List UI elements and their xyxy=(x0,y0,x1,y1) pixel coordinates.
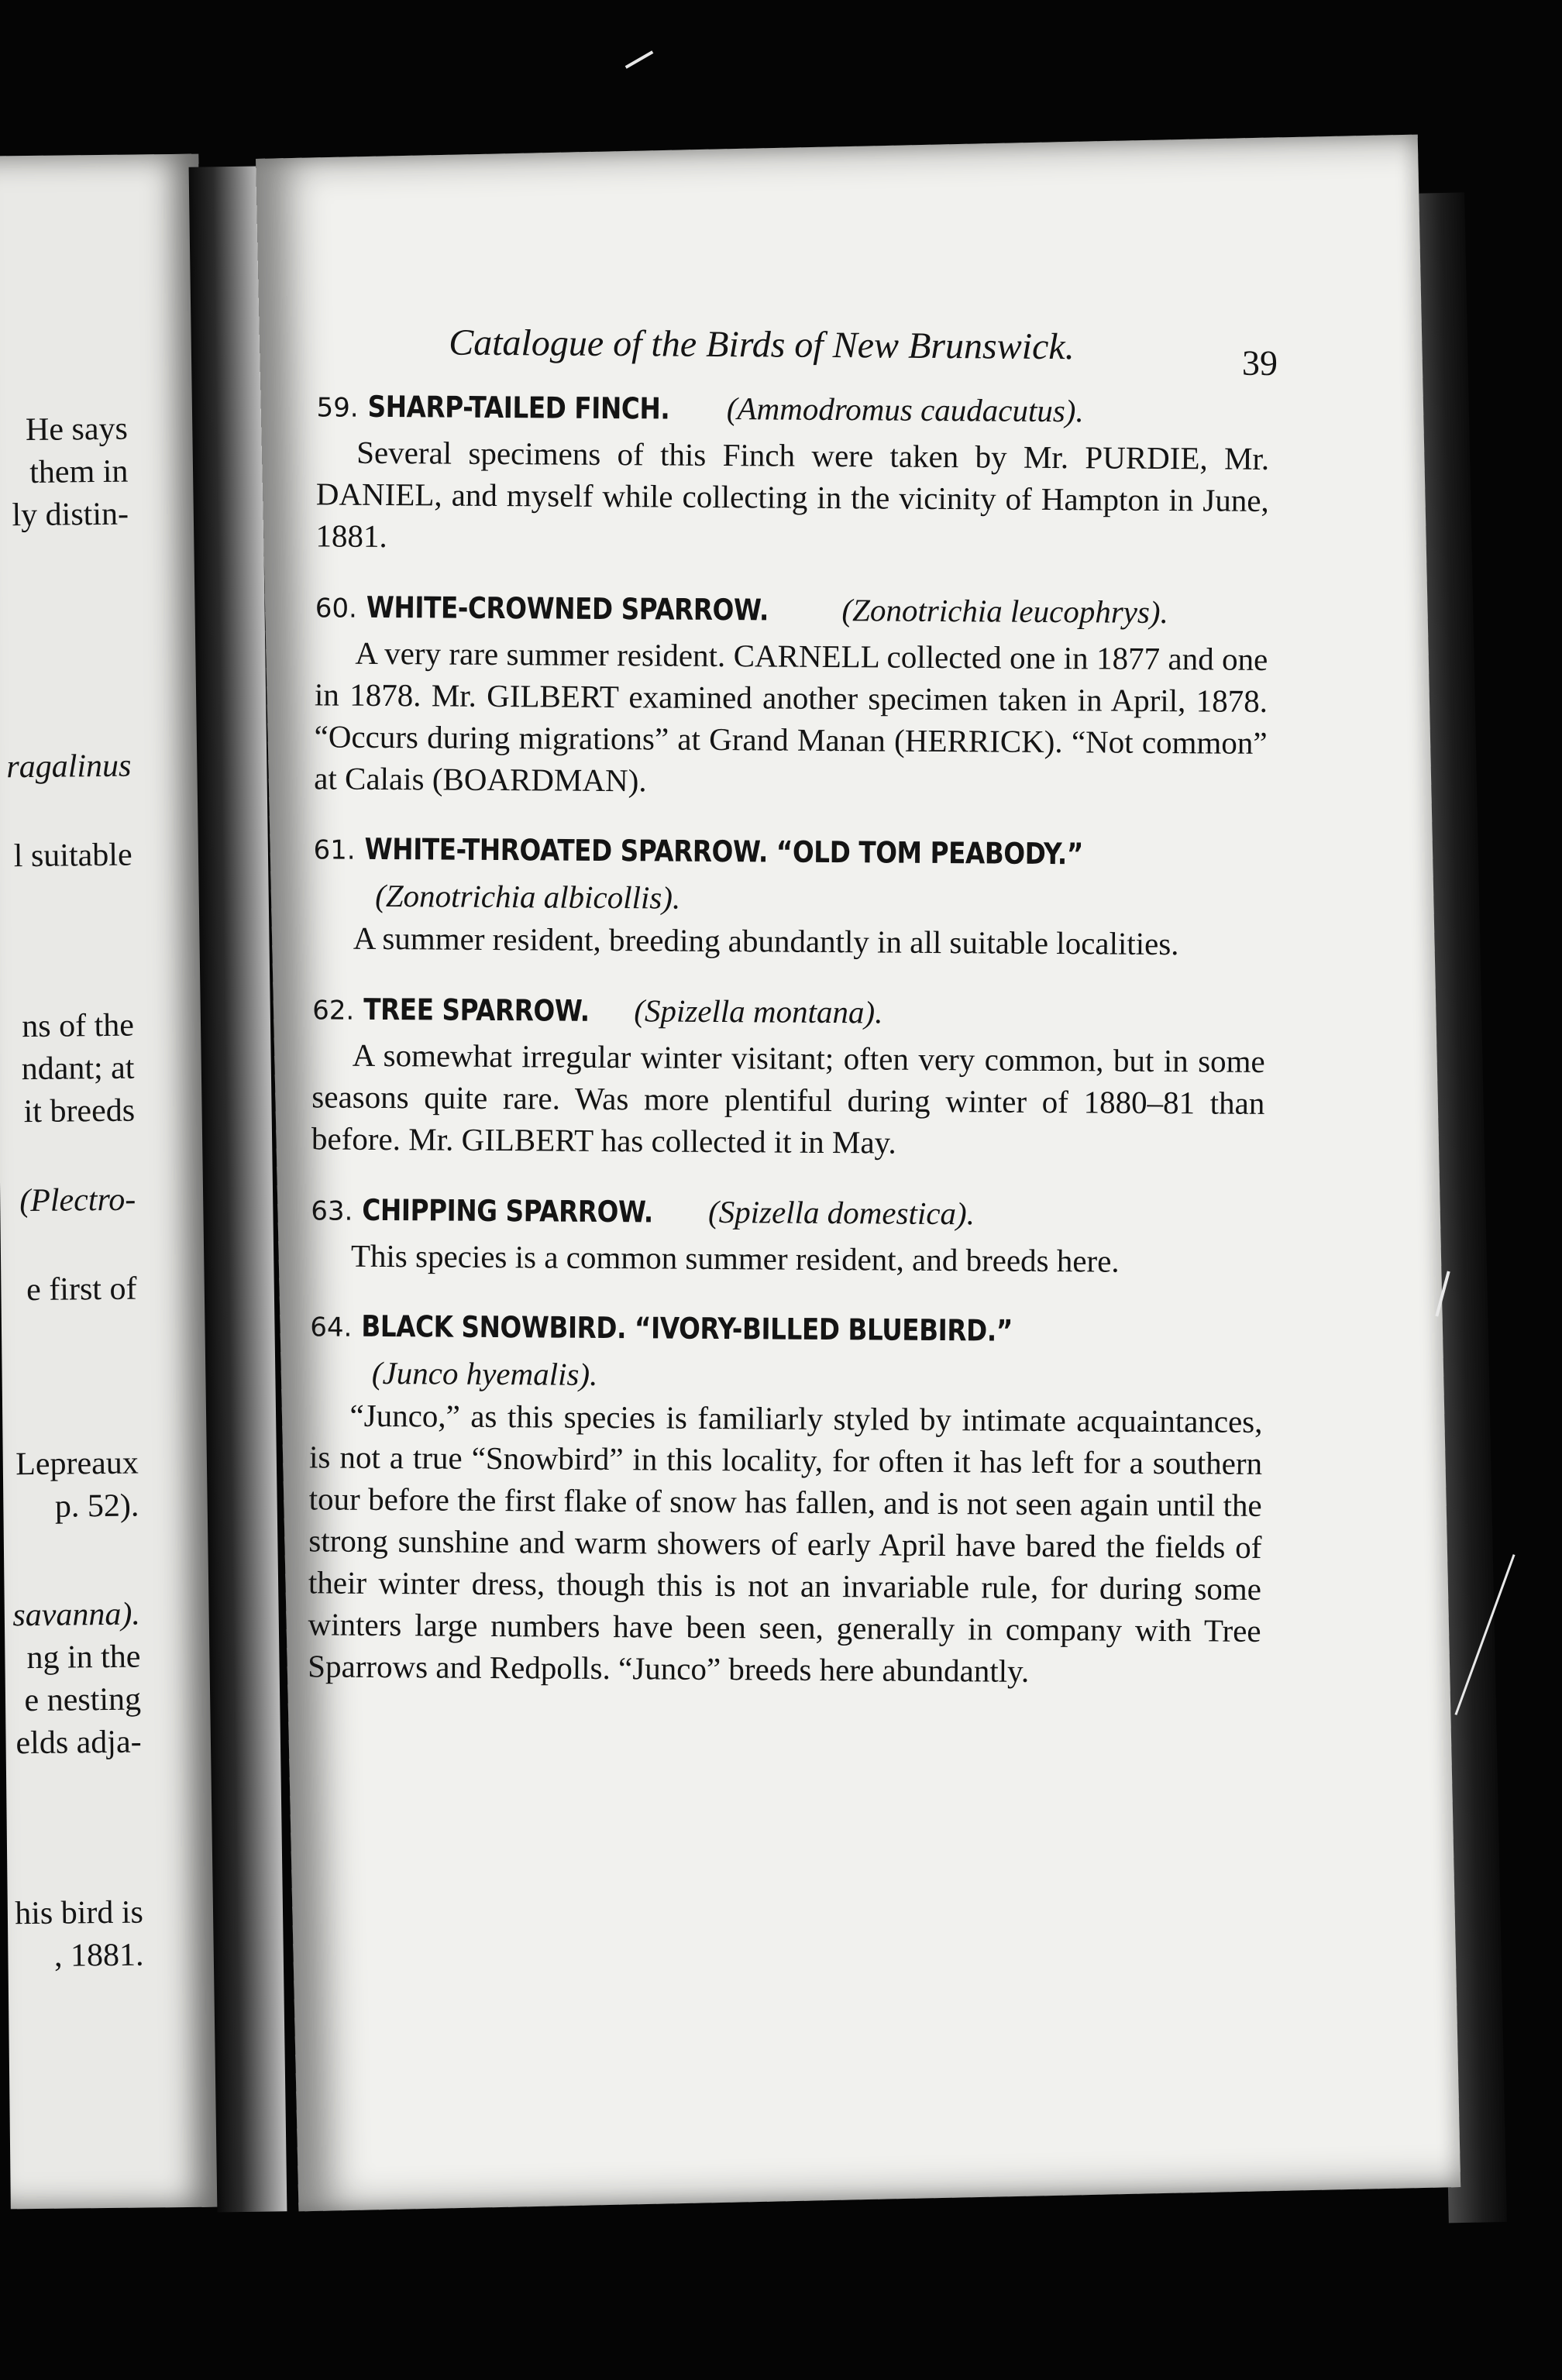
left-page-line: it breeds xyxy=(23,1092,136,1130)
entry-body: Several specimens of this Finch were taken by Mr. PURDIE, Mr. DANIEL, and myself while collecting in the vicinity of Hampton in June, 1881. xyxy=(315,434,1270,555)
left-page-line: them in xyxy=(29,453,129,490)
entry-number: 64. xyxy=(310,1312,353,1343)
left-page-line: savanna). xyxy=(12,1596,141,1634)
entry-heading xyxy=(310,1302,1263,1357)
common-name: WHITE-CROWNED SPARROW. xyxy=(366,590,769,628)
left-page-line: p. 52). xyxy=(54,1488,139,1525)
entry-body: This species is a common summer resident, and breeds here. xyxy=(350,1237,1120,1279)
scientific-name: (Spizella domestica). xyxy=(707,1193,975,1232)
page-number: 39 xyxy=(1241,342,1278,383)
common-name: CHIPPING SPARROW. xyxy=(362,1192,654,1230)
entry-heading xyxy=(313,825,1266,880)
running-head xyxy=(317,320,1278,389)
common-name: SHARP-TAILED FINCH. xyxy=(367,389,670,426)
common-name: WHITE-THROATED SPARROW. “OLD TOM PEABODY.” xyxy=(364,831,1084,872)
species-entry xyxy=(308,1302,1263,1694)
left-page-line: e nesting xyxy=(24,1681,142,1719)
entry-heading xyxy=(311,1185,1264,1241)
entry-heading xyxy=(312,985,1265,1040)
left-page-line: He says xyxy=(25,411,129,449)
entry-heading xyxy=(316,382,1269,438)
entry-heading xyxy=(315,583,1268,638)
species-entry xyxy=(311,1185,1264,1283)
left-page xyxy=(0,154,220,2210)
species-entry xyxy=(311,985,1266,1166)
species-entry xyxy=(315,382,1270,563)
page-content xyxy=(308,320,1278,1720)
scientific-name: (Ammodromus caudacutus). xyxy=(726,390,1084,429)
entry-number: 61. xyxy=(313,834,356,866)
entry-number: 60. xyxy=(315,593,358,624)
entry-body: A somewhat irregular winter visitant; often very common, but in some seasons quite rare. Was more plentiful during winter of 1880–81 than before. Mr. GILBERT has collected it in May. xyxy=(311,1037,1265,1161)
species-entry xyxy=(313,825,1267,965)
entry-body: A very rare summer resident. CARNELL collected one in 1877 and one in 1878. Mr. GILBERT examined another specimen taken in April, 1878. “Occurs during migrations” at Grand Manan (HERRICK). “Not common” at Calais (BOARDMAN). xyxy=(314,635,1268,799)
scientific-name: (Junco hyemalis). xyxy=(371,1354,598,1392)
left-page-line: Lepreaux xyxy=(15,1445,139,1483)
left-page-line: ndant; at xyxy=(21,1050,135,1088)
left-page-line: e first of xyxy=(26,1271,137,1309)
common-name: BLACK SNOWBIRD. “IVORY-BILLED BLUEBIRD.” xyxy=(361,1309,1013,1348)
left-page-line: elds adja- xyxy=(15,1724,142,1762)
scientific-name: (Spizella montana). xyxy=(634,992,883,1030)
entry-number: 59. xyxy=(316,392,359,424)
common-name: TREE SPARROW. xyxy=(363,992,590,1028)
left-page-line: his bird is xyxy=(14,1894,144,1932)
left-page-line: ragalinus xyxy=(6,748,132,786)
running-head-title: Catalogue of the Birds of New Brunswick. xyxy=(449,322,1075,368)
right-page xyxy=(256,135,1461,2212)
left-page-line: ns of the xyxy=(22,1007,135,1045)
species-entry xyxy=(314,583,1268,806)
dust-speck xyxy=(625,50,654,68)
left-page-line: ly distin- xyxy=(12,496,129,534)
entry-number: 62. xyxy=(312,995,355,1027)
left-page-line: (Plectro- xyxy=(19,1181,136,1219)
left-page-line: l suitable xyxy=(13,837,132,875)
entry-body: A summer resident, breeding abundantly in all suitable localities. xyxy=(353,920,1179,962)
left-page-line: ng in the xyxy=(26,1639,141,1677)
scientific-name: (Zonotrichia albicollis). xyxy=(375,877,681,916)
scientific-name: (Zonotrichia leucophrys). xyxy=(841,592,1168,631)
left-page-line: , 1881. xyxy=(53,1937,144,1974)
entry-number: 63. xyxy=(311,1195,353,1227)
entry-body: “Junco,” as this species is familiarly styled by intimate acquaintances, is not a true “Snowbird” in this locality, for often it has left for a southern tour before the first flake of snow has fallen, and is not seen again until the strong sunshine and warm showers of early April have bared the fields of their winter dress, though this is not an invariable rule, for during some winters large numbers have been seen, generally in company with Tree Sparrows and Redpolls. “Junco” breeds here abundantly. xyxy=(308,1397,1263,1689)
